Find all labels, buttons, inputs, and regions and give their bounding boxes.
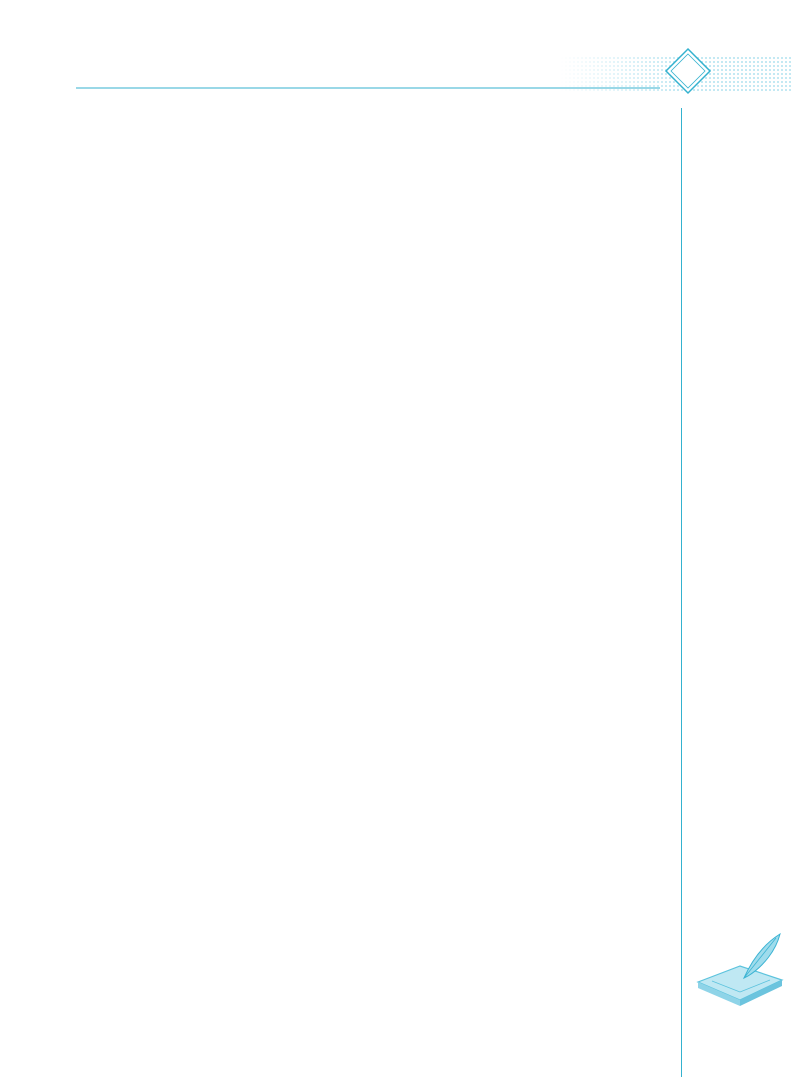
page-body <box>76 104 666 114</box>
chapter-heading <box>370 62 384 78</box>
book-quill-icon <box>692 930 787 1010</box>
header-band <box>0 0 793 104</box>
margin-rule <box>681 108 682 1077</box>
